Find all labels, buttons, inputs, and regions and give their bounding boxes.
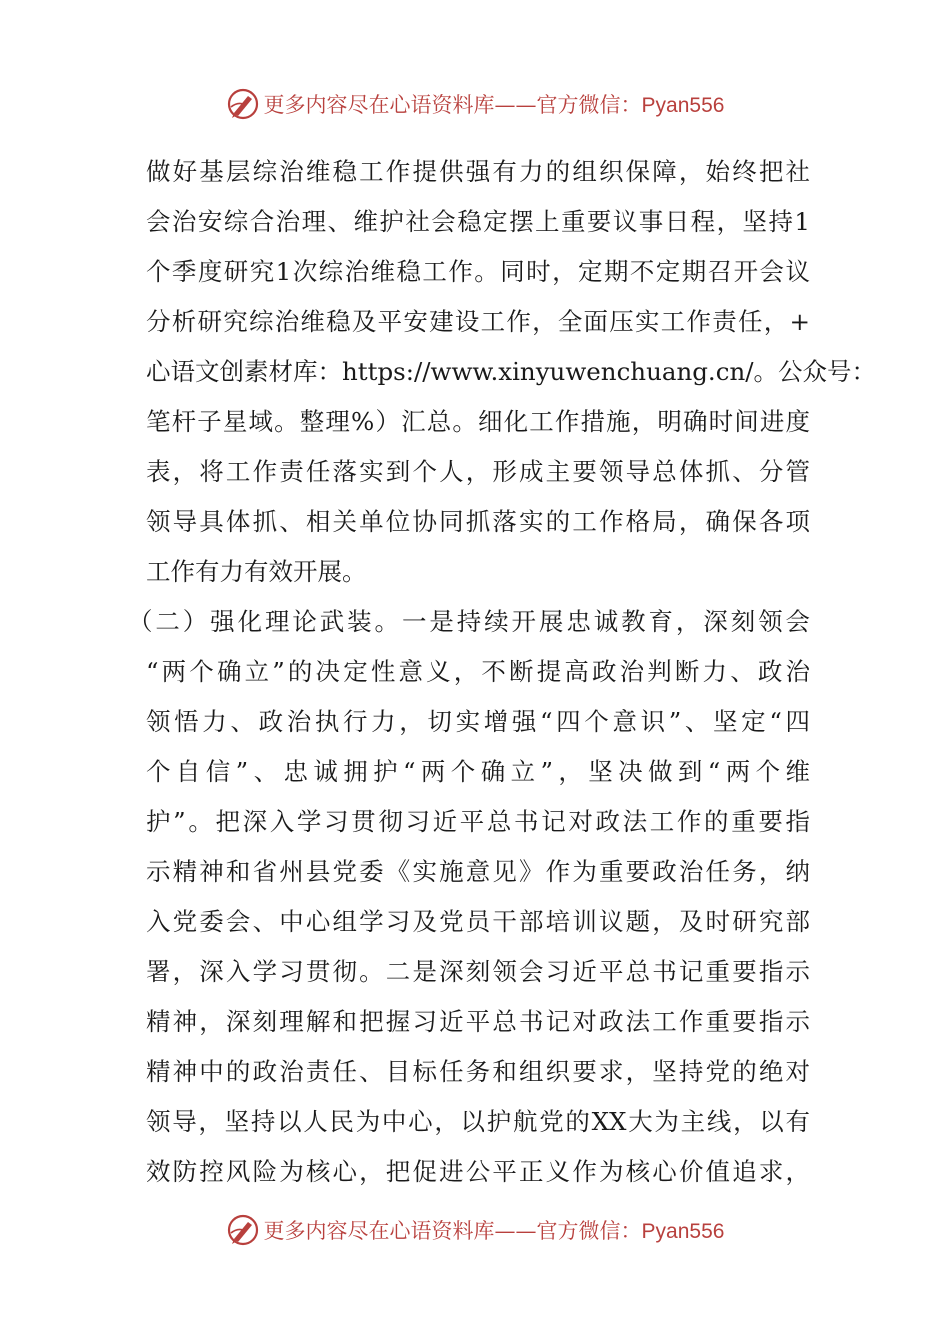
text-line: 做好基层综治维稳工作提供强有力的组织保障，始终把社 [146,157,810,186]
text-line: （二）强化理论武装。一是持续开展忠诚教育，深刻领会 [128,607,810,636]
watermark-wechat-id: Pyan556 [641,1220,725,1243]
text-line: 示精神和省州县党委《实施意见》作为重要政治任务，纳 [146,857,810,886]
watermark-title: 更多内容尽在心语资料库 [263,93,495,117]
text-line: 署，深入学习贯彻。二是深刻领会习近平总书记重要指示 [146,957,810,986]
text-line: 分析研究综治维稳及平安建设工作，全面压实工作责任，+ [146,307,810,336]
watermark-suffix: 官方微信： [536,1219,642,1243]
text-line: 表，将工作责任落实到个人，形成主要领导总体抓、分管 [146,457,810,486]
text-line: 精神，深刻理解和把握习近平总书记对政法工作重要指示 [146,1007,810,1036]
watermark-separator: —— [494,93,537,117]
text-line: 护”。把深入学习贯彻习近平总书记对政法工作的重要指 [146,807,810,836]
watermark-text [264,89,725,119]
text-line: 个自信”、忠诚拥护“两个确立”，坚决做到“两个维 [146,757,810,786]
paragraph-2 [128,597,810,1197]
pen-logo-icon [226,87,260,121]
watermark-text [264,1215,725,1245]
text-line: 精神中的政治责任、目标任务和组织要求，坚持党的绝对 [146,1057,810,1086]
pen-logo-icon [226,1213,260,1247]
text-line: 会治安综合治理、维护社会稳定摆上重要议事日程，坚持1 [146,207,810,236]
paragraph-1 [146,147,876,597]
text-line: 心语文创素材库：https://www.xinyuwenchuang.cn/。公众号： [146,357,876,386]
text-line: 工作有力有效开展。 [146,557,367,586]
text-line: 领导，坚持以人民为中心，以护航党的XX大为主线，以有 [146,1107,810,1136]
watermark-wechat-id: Pyan556 [641,94,725,117]
watermark-suffix: 官方微信： [536,93,642,117]
footer-watermark [0,1210,950,1250]
text-line: “两个确立”的决定性意义，不断提高政治判断力、政治 [146,657,810,686]
text-line: 领导具体抓、相关单位协同抓落实的工作格局，确保各项 [146,507,810,536]
document-body [128,147,876,1197]
watermark-separator: —— [494,1219,537,1243]
text-line: 入党委会、中心组学习及党员干部培训议题，及时研究部 [146,907,810,936]
text-line: 领悟力、政治执行力，切实增强“四个意识”、坚定“四 [146,707,810,736]
watermark-title: 更多内容尽在心语资料库 [263,1219,495,1243]
text-line: 效防控风险为核心，把促进公平正义作为核心价值追求， [146,1157,810,1186]
text-line: 个季度研究1次综治维稳工作。同时，定期不定期召开会议 [146,257,810,286]
text-line: 笔杆子星域。整理%）汇总。细化工作措施，明确时间进度 [146,407,810,436]
header-watermark [0,84,950,124]
